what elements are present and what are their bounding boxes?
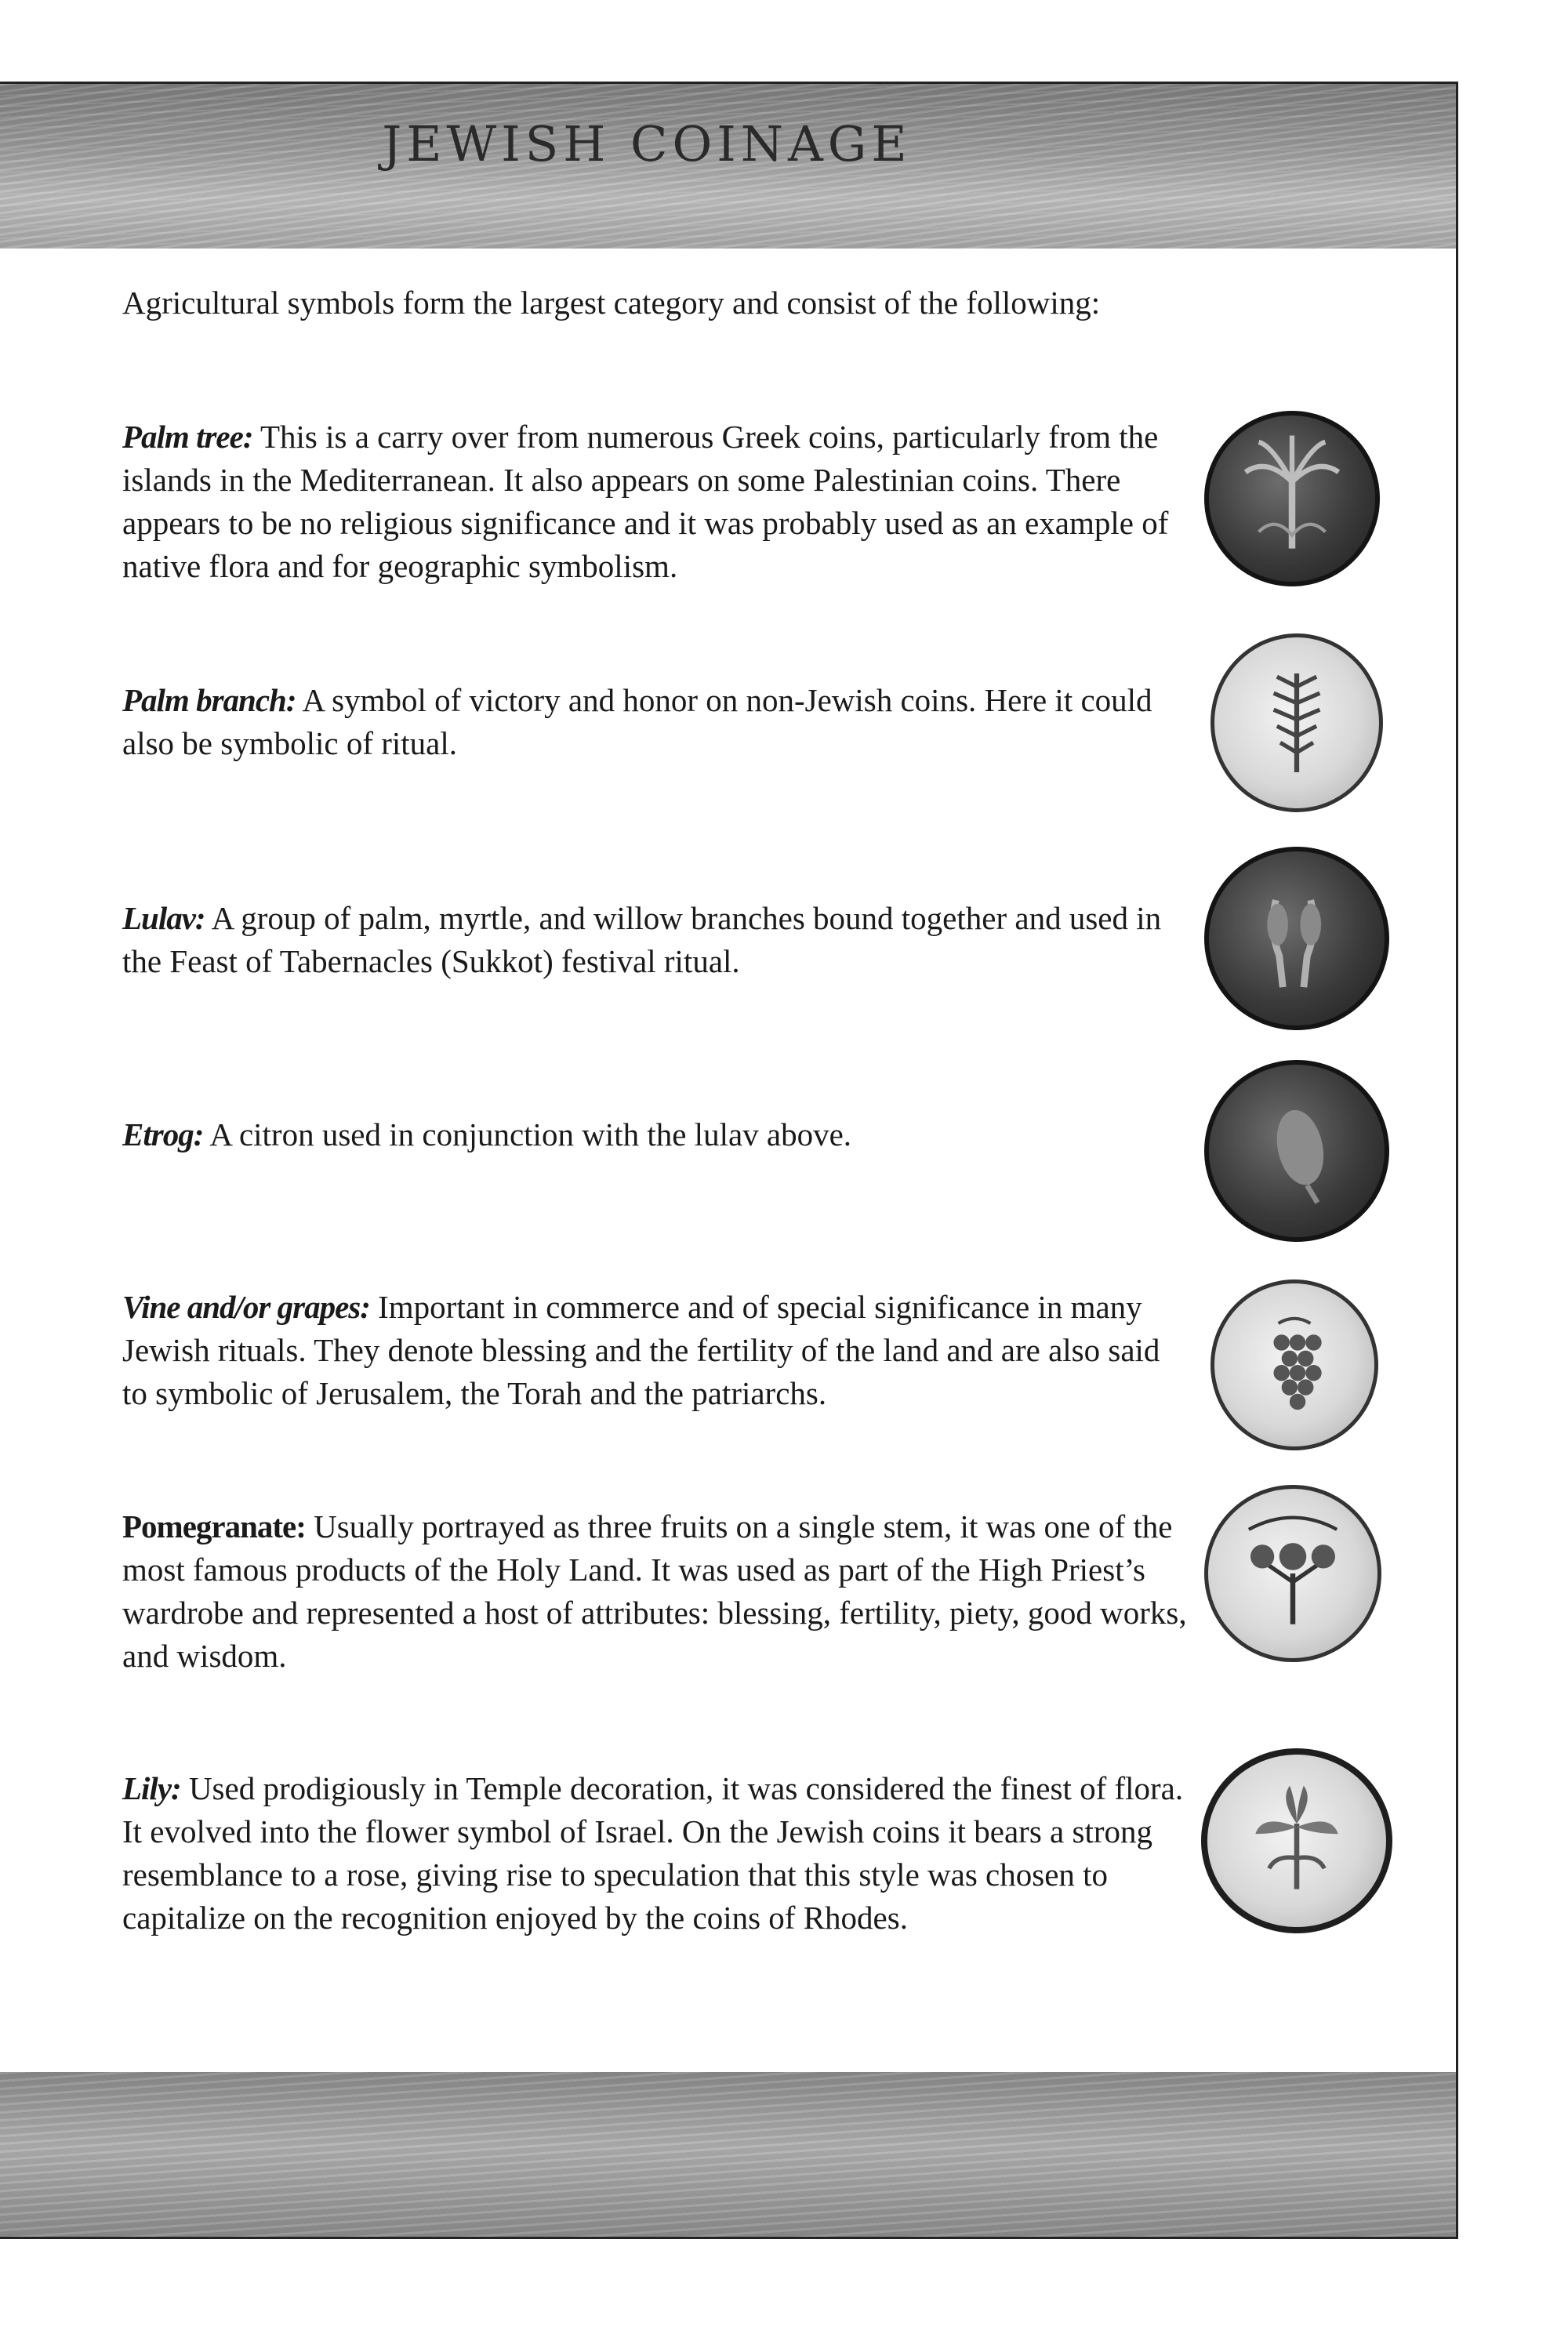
entry-text: Important in commerce and of special significance in many Jewish rituals. They denote blessing and the fertility of the land and are also said to symbolic of Jerusalem, the Torah and the patriarchs. [122,1289,1160,1411]
header-banner [0,84,1456,249]
footer-banner [0,2072,1456,2237]
entry-pomegranate [122,1505,1189,1678]
entry-term: Lily: [122,1770,181,1806]
pomegranate-coin-icon [1204,1485,1381,1662]
entry-text: A citron used in conjunction with the lulav above. [209,1116,852,1152]
entry-etrog [122,1113,1189,1156]
entry-text: Used prodigiously in Temple decoration, it was considered the finest of flora. It evolved into the flower symbol of Israel. On the Jewish coins it bears a strong resemblance to a rose, giving rise to speculation that this style was chosen to capitalize on the recognition enjoyed by the coins of Rhodes. [122,1770,1184,1936]
grapes-coin-icon [1210,1279,1378,1450]
entry-term: Lulav: [122,900,205,936]
entry-text: A symbol of victory and honor on non-Jewish coins. Here it could also be symbolic of ritual. [122,682,1152,761]
etrog-coin-icon [1204,1060,1389,1242]
entry-text: Usually portrayed as three fruits on a single stem, it was one of the most famous products of the Holy Land. It was used as part of the High Priest’s wardrobe and represented a host of attributes: blessing, fertility, piety, good works, and wisdom. [122,1508,1187,1674]
entry-text: A group of palm, myrtle, and willow branches bound together and used in the Feast of Tabernacles (Sukkot) festival ritual. [122,900,1162,979]
palm-tree-coin-icon [1204,411,1380,586]
entry-term: Pomegranate: [122,1508,306,1544]
entry-term: Vine and/or grapes: [122,1289,370,1325]
entry-term: Etrog: [122,1116,204,1152]
lily-coin-icon [1201,1748,1392,1933]
entry-lily [122,1767,1189,1940]
lulav-coin-icon [1204,847,1389,1030]
intro-text: Agricultural symbols form the largest category and consist of the following: [122,285,1101,321]
palm-branch-coin-icon [1210,633,1383,812]
entry-palm-branch [122,679,1189,765]
entry-term: Palm branch: [122,682,296,718]
entry-text: This is a carry over from numerous Greek coins, particularly from the islands in the Mediterranean. It also appears on some Palestinian coins. There appears to be no religious significance and it was probably used as an example of native flora and for geographic symbolism. [122,419,1169,584]
page-title: JEWISH COINAGE [382,115,912,172]
entry-palm-tree [122,416,1189,588]
entry-lulav [122,897,1189,983]
entry-term: Palm tree: [122,419,253,455]
entry-vine-grapes [122,1286,1189,1415]
